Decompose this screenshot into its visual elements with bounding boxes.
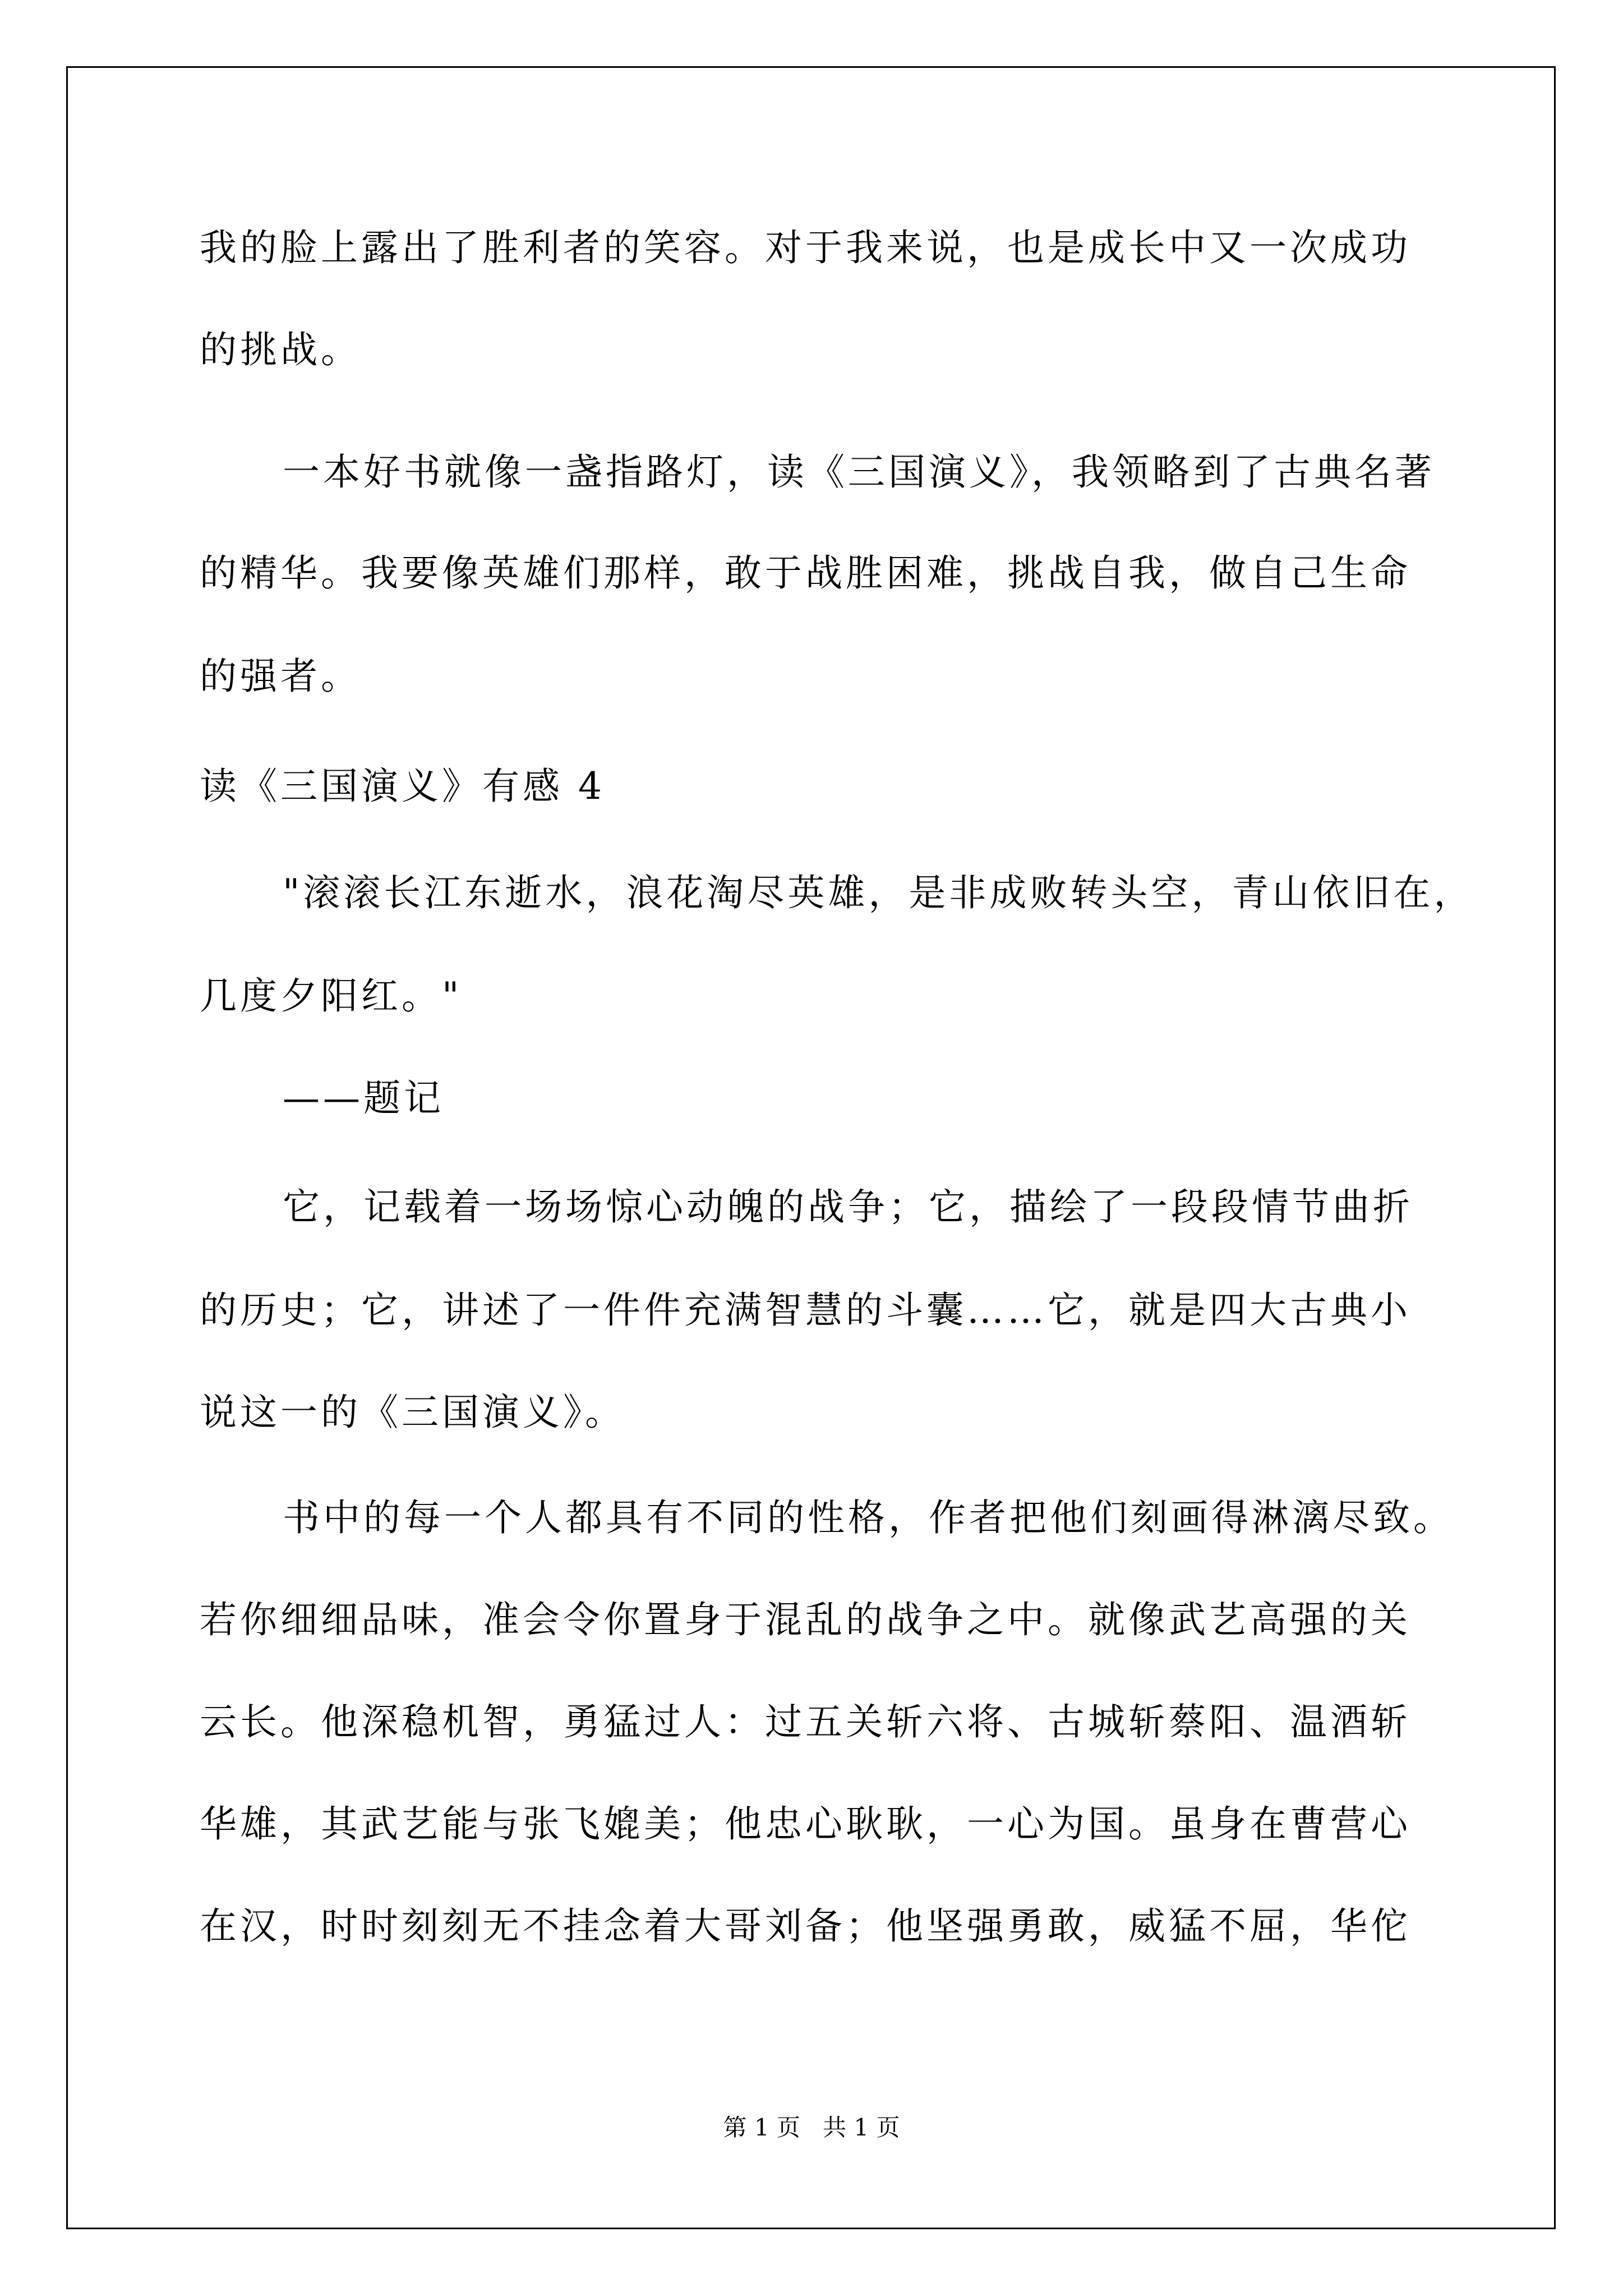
text-line: 在汉，时时刻刻无不挂念着大哥刘备；他坚强勇敢，威猛不屈，华佗 [200,1904,1411,1948]
text-line: 华雄，其武艺能与张飞媲美；他忠心耿耿，一心为国。虽身在曹营心 [200,1802,1411,1846]
page-footer: 第 1 页 共 1 页 [723,2114,900,2141]
paragraph-first-line: 它，记载着一场场惊心动魄的战争；它，描绘了一段段情节曲折 [283,1185,1413,1228]
text-line: 的历史；它，讲述了一件件充满智慧的斗囊……它，就是四大古典小 [200,1289,1411,1332]
text-line: 的强者。 [200,655,361,698]
text-line: 说这一的《三国演义》。 [200,1391,625,1434]
epigraph-line: 几度夕阳红。" [200,974,463,1018]
text-line: 若你细细品味，准会令你置身于混乱的战争之中。就像武艺高强的关 [200,1598,1411,1641]
section-heading: 读《三国演义》有感 4 [200,765,605,808]
text-line: 的挑战。 [200,328,361,371]
epigraph-line: "滚滚长江东逝水，浪花淘尽英雄，是非成败转头空，青山依旧在， [283,871,1474,914]
text-line: 的精华。我要像英雄们那样，敢于战胜困难，挑战自我，做自己生命 [200,551,1411,595]
text-line: 云长。他深稳机智，勇猛过人：过五关斩六将、古城斩蔡阳、温酒斩 [200,1700,1411,1743]
epigraph-attribution: ——题记 [283,1076,444,1120]
text-line: 我的脸上露出了胜利者的笑容。对于我来说，也是成长中又一次成功 [200,226,1411,269]
paragraph-first-line: 一本好书就像一盏指路灯，读《三国演义》，我领略到了古典名著 [283,450,1435,494]
paragraph-first-line: 书中的每一个人都具有不同的性格，作者把他们刻画得淋漓尽致。 [283,1496,1454,1539]
